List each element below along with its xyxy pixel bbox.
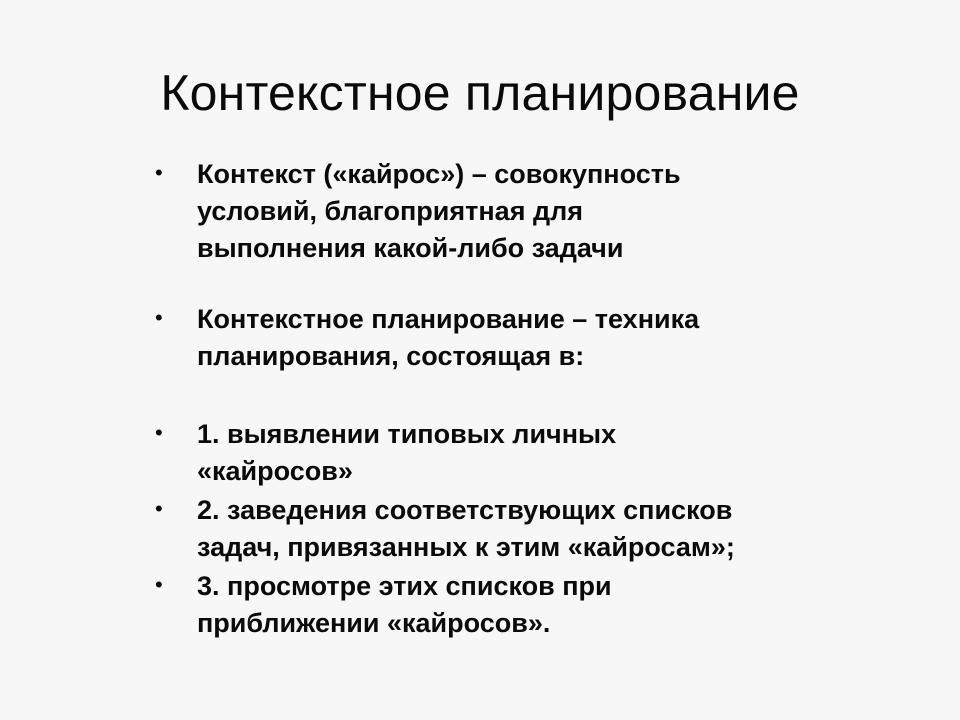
bullet-text: 2. заведения соответствующих списков задач, привязанных к этим «кайросам»;: [197, 495, 735, 562]
bullet-dot-icon: •: [155, 496, 163, 521]
bullet-text: 3. просмотре этих списков при приближении «кайросов».: [197, 571, 612, 638]
bullet-text: Контекст («кайрос») – совокупность условий, благоприятная для выполнения какой-либо задачи: [197, 159, 681, 263]
bullet-text: Контекстное планирование – техника планирования, состоящая в:: [197, 304, 700, 371]
bullet-dot-icon: •: [155, 160, 163, 185]
bullet-dot-icon: •: [155, 420, 163, 445]
bullet-text: 1. выявлении типовых личных «кайросов»: [197, 419, 617, 486]
bullet-dot-icon: •: [155, 305, 163, 330]
slide-title: Контекстное планирование: [160, 65, 800, 121]
bullet-dot-icon: •: [155, 572, 163, 597]
